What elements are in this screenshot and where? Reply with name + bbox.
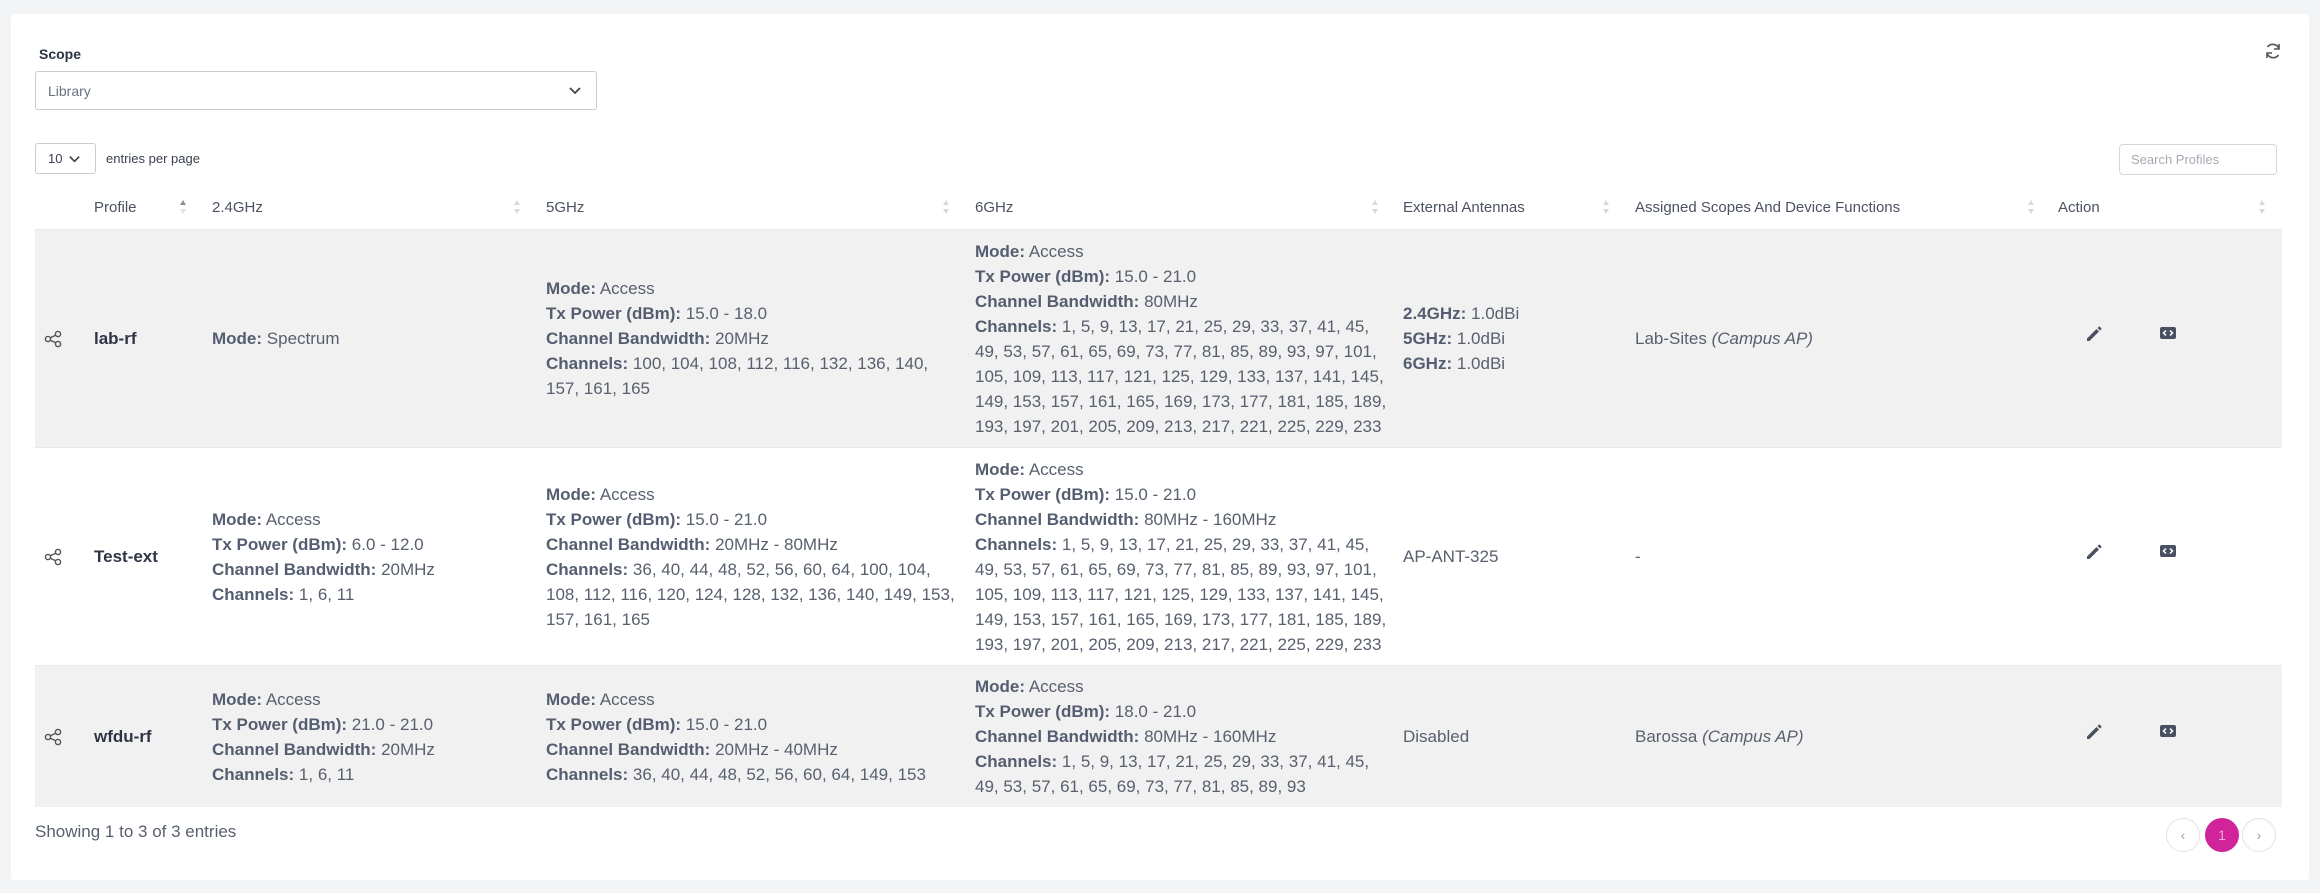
code-icon[interactable]: [2158, 323, 2178, 343]
sort-icon[interactable]: [2258, 199, 2266, 215]
band-5ghz-cell: [546, 448, 958, 665]
share-icon[interactable]: [44, 548, 62, 566]
mode-line: Mode: Access: [975, 241, 1084, 261]
tx-power-line: Tx Power (dBm): 15.0 - 21.0: [546, 509, 768, 529]
mode-line: Mode: Access: [975, 677, 1084, 696]
column-header-action[interactable]: Action: [2058, 198, 2100, 216]
pagination-next-button[interactable]: ›: [2242, 818, 2276, 852]
table-row: [35, 665, 2282, 807]
mode-line: Mode: Access: [546, 689, 655, 709]
antenna-line: 5GHz: 1.0dBi: [1403, 329, 1506, 348]
scope-name: Barossa: [1635, 727, 1698, 746]
bandwidth-line: Channel Bandwidth: 20MHz - 40MHz: [546, 739, 838, 759]
code-icon[interactable]: [2158, 721, 2178, 741]
column-header-6ghz[interactable]: 6GHz: [975, 198, 1014, 216]
channels-line: Channels: 1, 5, 9, 13, 17, 21, 25, 29, 33, 37, 41, 45, 49, 53, 57, 61, 65, 69, 73, 77, 81, 85, 89, 93: [975, 752, 1370, 796]
share-icon[interactable]: [44, 330, 62, 348]
assigned-scopes-cell: [1635, 448, 2045, 665]
column-header-profile[interactable]: Profile: [94, 198, 137, 216]
column-header-assigned-scopes[interactable]: Assigned Scopes And Device Functions: [1635, 198, 1901, 216]
assigned-scopes-cell: [1635, 666, 2045, 807]
bandwidth-line: Channel Bandwidth: 80MHz: [975, 291, 1198, 311]
scope-name: Lab-Sites: [1635, 329, 1707, 348]
edit-pencil-icon[interactable]: [2084, 324, 2104, 344]
external-antennas-cell: [1403, 230, 1623, 447]
table-row: [35, 447, 2282, 665]
mode-line: Mode: Access: [212, 509, 321, 529]
bandwidth-line: Channel Bandwidth: 80MHz - 160MHz: [975, 509, 1277, 529]
device-function: (Campus AP): [1702, 727, 1804, 746]
tx-power-line: Tx Power (dBm): 15.0 - 21.0: [975, 266, 1197, 286]
bandwidth-line: Channel Bandwidth: 20MHz - 80MHz: [546, 534, 838, 554]
mode-line: Mode: Access: [975, 459, 1084, 479]
channels-line: Channels: 36, 40, 44, 48, 52, 56, 60, 64, 100, 104, 108, 112, 116, 120, 124, 128, 132, 136, 140, 149, 153, 157, 161, 165: [546, 559, 955, 629]
band-6ghz-cell: [975, 448, 1387, 665]
code-icon[interactable]: [2158, 541, 2178, 561]
mode-line: Mode: Spectrum: [212, 329, 340, 348]
band-5ghz-cell: [546, 230, 958, 447]
showing-entries-text: Showing 1 to 3 of 3 entries: [35, 822, 237, 841]
per-page-value: 10: [48, 151, 63, 166]
band-2-4ghz-cell: [212, 666, 532, 807]
antenna-text: AP-ANT-325: [1403, 547, 1499, 566]
channels-line: Channels: 36, 40, 44, 48, 52, 56, 60, 64, 149, 153: [546, 764, 926, 784]
sort-icon[interactable]: [1371, 199, 1379, 215]
pagination-prev-button[interactable]: ‹: [2166, 818, 2200, 852]
column-header-2-4ghz[interactable]: 2.4GHz: [212, 198, 263, 216]
column-header-5ghz[interactable]: 5GHz: [546, 198, 585, 216]
assigned-scopes-cell: [1635, 230, 2045, 447]
band-5ghz-cell: [546, 666, 958, 807]
refresh-icon[interactable]: [2263, 41, 2283, 61]
scope-name: -: [1635, 547, 1641, 566]
external-antennas-cell: [1403, 448, 1623, 665]
bandwidth-line: Channel Bandwidth: 20MHz: [212, 559, 435, 579]
bandwidth-line: Channel Bandwidth: 80MHz - 160MHz: [975, 727, 1277, 746]
profile-name[interactable]: wfdu-rf: [94, 727, 152, 746]
channels-line: Channels: 100, 104, 108, 112, 116, 132, 136, 140, 157, 161, 165: [546, 354, 929, 398]
entries-per-page-select[interactable]: [35, 143, 96, 174]
band-6ghz-cell: [975, 666, 1387, 807]
tx-power-line: Tx Power (dBm): 15.0 - 21.0: [975, 484, 1197, 504]
antenna-line: 2.4GHz: 1.0dBi: [1403, 304, 1520, 323]
scope-label: Scope: [39, 46, 82, 62]
mode-line: Mode: Access: [546, 484, 655, 504]
channels-line: Channels: 1, 6, 11: [212, 764, 355, 784]
bandwidth-line: Channel Bandwidth: 20MHz: [212, 739, 435, 759]
chevron-down-icon: [568, 83, 582, 97]
profile-cell: [94, 230, 204, 447]
edit-pencil-icon[interactable]: [2084, 722, 2104, 742]
tx-power-line: Tx Power (dBm): 15.0 - 21.0: [546, 714, 768, 734]
tx-power-line: Tx Power (dBm): 18.0 - 21.0: [975, 702, 1197, 721]
device-function: (Campus AP): [1711, 329, 1813, 348]
pagination-page-1[interactable]: 1: [2205, 818, 2239, 852]
profile-cell: [94, 666, 204, 807]
tx-power-line: Tx Power (dBm): 6.0 - 12.0: [212, 534, 424, 554]
sort-icon[interactable]: [942, 199, 950, 215]
search-profiles-input[interactable]: [2119, 144, 2277, 175]
sort-ascending-icon[interactable]: [179, 199, 187, 215]
scope-selected-value: Library: [48, 82, 91, 99]
bandwidth-line: Channel Bandwidth: 20MHz: [546, 329, 769, 348]
external-antennas-cell: [1403, 666, 1623, 807]
channels-line: Channels: 1, 5, 9, 13, 17, 21, 25, 29, 33, 37, 41, 45, 49, 53, 57, 61, 65, 69, 73, 77, 81, 85, 89, 93, 97, 101, 105, 109, 113, 117, 121, 125, 129, 133, 137, 141, 145, 149, 153, 157, 161, 165, 169, 173, 177, 181, 185, 189, 193, 197, 201, 205, 209, 213, 217, 221, 225, 229, 233: [975, 534, 1387, 654]
band-2-4ghz-cell: [212, 448, 532, 665]
sort-icon[interactable]: [513, 199, 521, 215]
band-2-4ghz-cell: [212, 230, 532, 447]
profile-cell: [94, 448, 204, 665]
band-6ghz-cell: [975, 230, 1387, 447]
sort-icon[interactable]: [2027, 199, 2035, 215]
table-row: [35, 229, 2282, 447]
chevron-down-icon: [68, 152, 81, 165]
column-header-external-antennas[interactable]: External Antennas: [1403, 198, 1525, 216]
antenna-text: Disabled: [1403, 727, 1470, 746]
tx-power-line: Tx Power (dBm): 21.0 - 21.0: [212, 714, 434, 734]
profile-name[interactable]: lab-rf: [94, 329, 137, 348]
entries-per-page-label: entries per page: [106, 151, 200, 166]
table-header: [35, 186, 2282, 228]
edit-pencil-icon[interactable]: [2084, 542, 2104, 562]
mode-line: Mode: Access: [546, 279, 655, 298]
mode-line: Mode: Access: [212, 689, 321, 709]
share-icon[interactable]: [44, 728, 62, 746]
sort-icon[interactable]: [1602, 199, 1610, 215]
antenna-line: 6GHz: 1.0dBi: [1403, 354, 1506, 373]
tx-power-line: Tx Power (dBm): 15.0 - 18.0: [546, 304, 768, 323]
channels-line: Channels: 1, 5, 9, 13, 17, 21, 25, 29, 33, 37, 41, 45, 49, 53, 57, 61, 65, 69, 73, 77, 81, 85, 89, 93, 97, 101, 105, 109, 113, 117, 121, 125, 129, 133, 137, 141, 145, 149, 153, 157, 161, 165, 169, 173, 177, 181, 185, 189, 193, 197, 201, 205, 209, 213, 217, 221, 225, 229, 233: [975, 316, 1387, 436]
profile-name[interactable]: Test-ext: [94, 547, 158, 566]
channels-line: Channels: 1, 6, 11: [212, 584, 355, 604]
scope-select[interactable]: [35, 71, 597, 110]
